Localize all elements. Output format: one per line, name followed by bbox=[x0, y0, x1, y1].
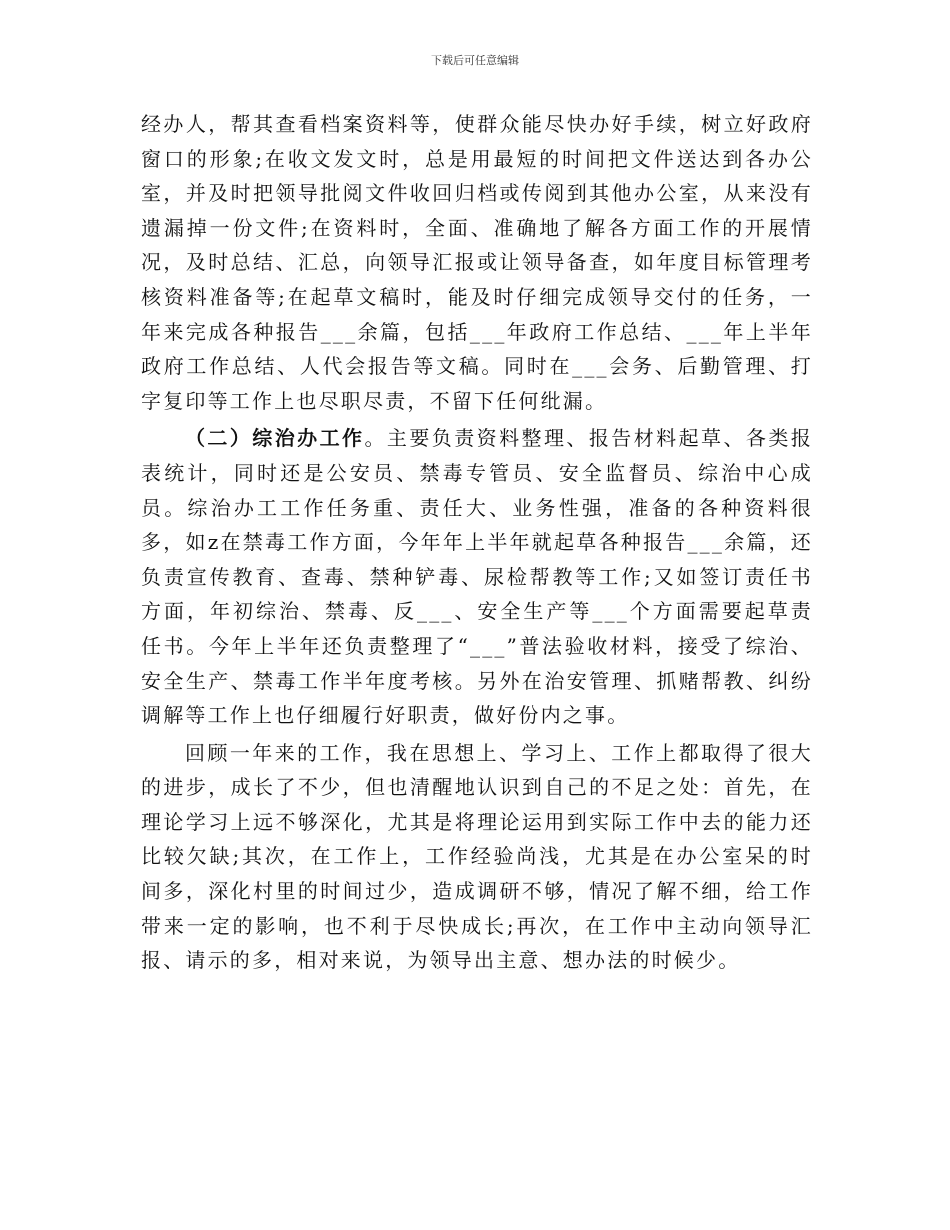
paragraph-3: 回顾一年来的工作，我在思想上、学习上、工作上都取得了很大的进步，成长了不少，但也清醒地认识到自己的不足之处：首先，在理论学习上远不够深化，尤其是将理论运用到实际工作中去的能力还比较欠缺;其次，在工作上，工作经验尚浅，尤其是在办公室呆的时间多，深化村里的时间过少，造成调研不够，情况了解不细，给工作带来一定的影响，也不利于尽快成长;再次，在工作中主动向领导汇报、请示的多，相对来说，为领导出主意、想办法的时候少。 bbox=[141, 740, 813, 973]
paragraph-2-text: 。主要负责资料整理、报告材料起草、各类报表统计，同时还是公安员、禁毒专管员、安全监督员、综治中心成员。综治办工工作任务重、责任大、业务性强，准备的各种资料很多，如z在禁毒工作方面，今年年上半年就起草各种报告___余篇，还负责宣传教育、查毒、禁种铲毒、尿检帮教等工作;又如签订责任书方面，年初综治、禁毒、反___、安全生产等___个方面需要起草责任书。今年上半年还负责整理了“___”普法验收材料，接受了综治、安全生产、禁毒工作半年度考核。另外在治安管理、抓赌帮教、纠纷调解等工作上也仔细履行好职责，做好份内之事。 bbox=[141, 426, 813, 728]
header-note: 下载后可任意编辑 bbox=[431, 54, 519, 67]
paragraph-1: 经办人，帮其查看档案资料等，使群众能尽快办好手续，树立好政府窗口的形象;在收文发文时，总是用最短的时间把文件送达到各办公室，并及时把领导批阅文件收回归档或传阅到其他办公室，从来没有遗漏掉一份文件;在资料时，全面、准确地了解各方面工作的开展情况，及时总结、汇总，向领导汇报或让领导备查，如年度目标管理考核资料准备等;在起草文稿时，能及时仔细完成领导交付的任务，一年来完成各种报告___余篇，包括___年政府工作总结、___年上半年政府工作总结、人代会报告等文稿。同时在___会务、后勤管理、打字复印等工作上也尽职尽责，不留下任何纰漏。 bbox=[141, 112, 813, 413]
document-body bbox=[141, 107, 813, 981]
section-heading-zongzhiban: （二）综治办工作 bbox=[185, 426, 365, 451]
paragraph-2 bbox=[141, 421, 813, 732]
